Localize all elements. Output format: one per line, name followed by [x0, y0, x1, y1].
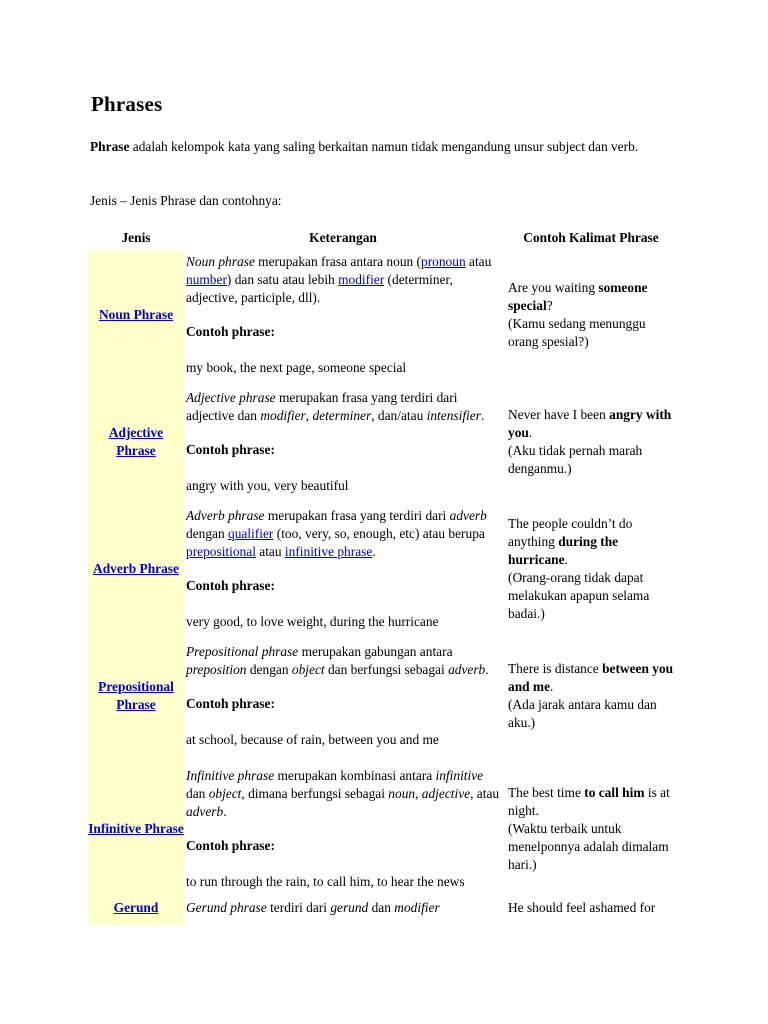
sentence-text: Never have I been	[508, 406, 610, 422]
term-italic: Gerund phrase	[186, 900, 267, 915]
header-jenis: Jenis	[121, 230, 151, 245]
desc-text: merupakan frasa yang terdiri dari	[264, 507, 450, 523]
desc-text: dan	[186, 786, 209, 801]
gerund-link[interactable]: Gerund	[113, 900, 159, 915]
example-cell	[502, 505, 680, 632]
example-cell	[502, 251, 680, 378]
term-italic: determiner	[312, 407, 372, 423]
desc-text: .	[480, 407, 485, 423]
term-italic: gerund	[330, 900, 369, 915]
intro-paragraph	[90, 138, 690, 156]
term-italic: Prepositional phrase	[186, 643, 299, 659]
phrase-examples: very good, to love weight, during the hurricane	[186, 613, 439, 629]
contoh-label: Contoh phrase:	[186, 838, 275, 853]
types-heading: Jenis – Jenis Phrase dan contohnya:	[90, 193, 282, 208]
desc-text: dengan	[246, 661, 292, 677]
jenis-cell	[88, 759, 184, 899]
qualifier-link[interactable]: qualifier	[228, 525, 274, 541]
desc-text: ,	[305, 407, 313, 423]
number-link[interactable]: number	[186, 271, 227, 287]
sentence-highlight: someone special	[508, 279, 648, 313]
description	[186, 899, 500, 917]
term-italic: preposition	[186, 661, 247, 677]
term-italic: infinitive	[435, 768, 484, 783]
phrase-examples: angry with you, very beautiful	[186, 477, 349, 493]
term-italic: adverb	[186, 804, 224, 819]
table-row	[88, 251, 680, 378]
sentence-highlight: to call him	[584, 785, 645, 800]
description	[186, 389, 500, 425]
term-italic: modifier	[260, 407, 306, 423]
example-sentence	[508, 785, 670, 818]
sentence-highlight: angry with you	[508, 406, 672, 440]
desc-text: atau	[255, 543, 285, 559]
adverb-phrase-link[interactable]: Adverb Phrase	[93, 560, 179, 576]
table-row	[88, 378, 680, 505]
term-italic: modifier	[394, 900, 440, 915]
example-cell	[502, 632, 680, 759]
desc-text: ) dan satu atau lebih	[226, 271, 339, 287]
keterangan-cell	[184, 505, 502, 632]
desc-text: (too, very, so, enough, etc) atau berupa	[273, 525, 485, 541]
sentence-text: The best time	[508, 785, 585, 800]
header-contoh: Contoh Kalimat Phrase	[523, 230, 659, 245]
phrase-examples: at school, because of rain, between you and me	[186, 731, 439, 747]
term-italic: adverb	[449, 507, 487, 523]
table-row	[88, 899, 680, 925]
pronoun-link[interactable]: pronoun	[421, 253, 466, 269]
infinitive-phrase-link[interactable]: Infinitive Phrase	[88, 821, 184, 836]
example-sentence	[508, 407, 671, 440]
sentence-highlight: between you and me	[508, 660, 674, 694]
sentence-translation: (Waktu terbaik untuk menelponnya adalah dimalam hari.)	[508, 821, 669, 872]
contoh-label: Contoh phrase:	[186, 695, 275, 711]
intro-bold-term: Phrase	[90, 139, 130, 154]
desc-text: dengan	[186, 525, 229, 541]
table-row	[88, 505, 680, 632]
sentence-text: The people couldn’t do anything	[508, 515, 633, 549]
sentence-translation: (Ada jarak antara kamu dan aku.)	[508, 696, 657, 730]
term-italic: Infinitive phrase	[186, 768, 275, 783]
desc-text: merupakan kombinasi antara	[274, 768, 436, 783]
contoh-label: Contoh phrase:	[186, 577, 275, 593]
sentence-text: Are you waiting	[508, 279, 599, 295]
term-italic: intensifier	[426, 407, 481, 423]
sentence-translation: (Orang-orang tidak dapat melakukan apapun selama badai.)	[508, 569, 650, 621]
desc-text: .	[223, 804, 227, 819]
contoh-label: Contoh phrase:	[186, 323, 275, 339]
keterangan-cell	[184, 378, 502, 505]
sentence-text: is at night.	[508, 785, 670, 818]
desc-text: terdiri dari	[266, 900, 331, 915]
example-cell	[502, 378, 680, 505]
example-sentence	[508, 661, 673, 694]
modifier-link[interactable]: modifier	[338, 271, 385, 287]
keterangan-cell	[184, 251, 502, 378]
intro-text: adalah kelompok kata yang saling berkaitan namun tidak mengandung unsur subject dan verb.	[129, 139, 639, 154]
adjective-phrase-link[interactable]: Adjective Phrase	[108, 424, 164, 458]
desc-text: dan	[368, 900, 395, 915]
term-italic: Noun phrase	[186, 253, 255, 269]
keterangan-cell	[184, 632, 502, 759]
sentence-text: ?	[546, 297, 553, 313]
sentence-highlight: during the hurricane	[508, 533, 619, 567]
term-italic: adverb	[448, 661, 486, 677]
table-header-row	[88, 227, 680, 251]
description	[186, 767, 500, 821]
table-row	[88, 759, 680, 899]
page-title: Phrases	[91, 92, 163, 116]
keterangan-cell	[184, 759, 502, 899]
term-italic: Adjective phrase	[186, 389, 276, 405]
description	[186, 507, 500, 561]
desc-text: .	[485, 661, 489, 677]
contoh-label: Contoh phrase:	[186, 441, 275, 457]
header-keterangan: Keterangan	[309, 230, 377, 245]
jenis-cell	[88, 899, 184, 925]
example-sentence	[508, 516, 632, 567]
sentence-translation: (Kamu sedang menunggu orang spesial?)	[508, 315, 646, 349]
desc-text: dan berfungsi sebagai	[324, 661, 449, 677]
desc-text: ,	[415, 786, 422, 801]
example-cell	[502, 759, 680, 899]
table-row	[88, 632, 680, 759]
term-italic: Adverb phrase	[186, 507, 265, 523]
desc-text: merupakan gabungan antara	[298, 643, 453, 659]
term-italic: object	[208, 786, 242, 801]
phrase-table	[88, 227, 680, 925]
prepositional-phrase-link[interactable]: Prepositional Phrase	[98, 678, 174, 712]
example-cell	[502, 899, 680, 925]
noun-phrase-link[interactable]: Noun Phrase	[98, 306, 174, 322]
phrase-examples: my book, the next page, someone special	[186, 359, 407, 375]
sentence-text: .	[550, 678, 554, 694]
desc-text: , dimana berfungsi sebagai	[241, 786, 389, 801]
example-sentence: He should feel ashamed for	[508, 900, 656, 915]
term-italic: adjective	[421, 786, 471, 801]
desc-text: atau	[465, 253, 492, 269]
desc-text: , atau	[470, 786, 500, 801]
keterangan-cell	[184, 899, 502, 925]
term-italic: noun	[388, 786, 416, 801]
desc-text: merupakan frasa antara noun (	[254, 253, 422, 269]
desc-text: , dan/atau	[371, 407, 427, 423]
description	[186, 643, 500, 679]
desc-text: .	[372, 543, 376, 559]
jenis-cell	[88, 632, 184, 759]
sentence-text: .	[564, 551, 568, 567]
term-italic: object	[291, 661, 325, 677]
phrase-examples: to run through the rain, to call him, to hear the news	[186, 874, 465, 889]
prepositional-link[interactable]: prepositional	[186, 543, 256, 559]
desc-text: merupakan frasa yang terdiri dari adjective dan	[186, 389, 458, 423]
jenis-cell	[88, 251, 184, 378]
desc-text: (determiner, adjective, participle, dll).	[186, 271, 453, 305]
sentence-text: There is distance	[508, 660, 603, 676]
sentence-translation: (Aku tidak pernah marah denganmu.)	[508, 442, 643, 476]
jenis-cell	[88, 378, 184, 505]
jenis-cell	[88, 505, 184, 632]
description	[186, 253, 500, 307]
example-sentence	[508, 280, 647, 313]
infinitive-phrase-link[interactable]: infinitive phrase	[284, 543, 373, 559]
sentence-text: .	[528, 424, 533, 440]
